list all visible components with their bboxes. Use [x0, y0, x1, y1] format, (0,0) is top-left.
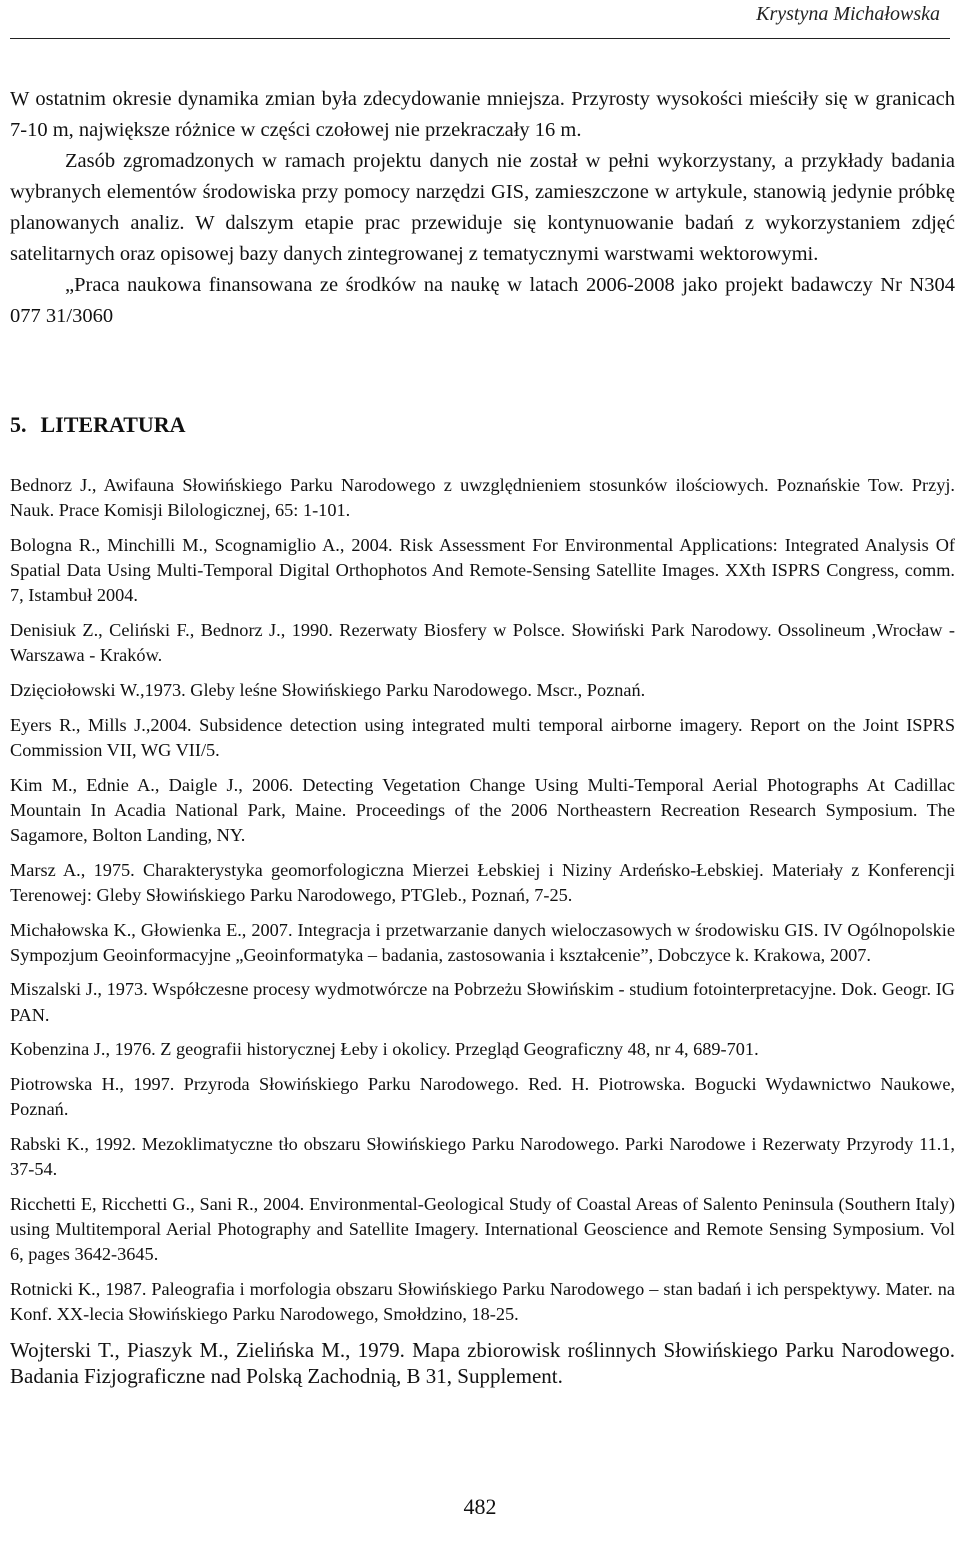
running-header [10, 0, 950, 39]
reference-item: Rabski K., 1992. Mezoklimatyczne tło obszaru Słowińskiego Parku Narodowego. Parki Narodowe i Rezerwaty Przyrody 11.1, 37-54. [10, 1133, 955, 1180]
reference-list [10, 473, 955, 1398]
reference-item: Wojterski T., Piaszyk M., Zielińska M., 1979. Mapa zbiorowisk roślinnych Słowińskiego Parku Narodowego. Badania Fizjograficzne nad Polską Zachodnią, B 31, Supplement. [10, 1337, 955, 1388]
body-paragraph: W ostatnim okresie dynamika zmian była zdecydowanie mniejsza. Przyrosty wysokości mieściły się w granicach 7-10 m, największe różnice w części czołowej nie przekraczały 16 m. [10, 88, 955, 141]
reference-item: Piotrowska H., 1997. Przyroda Słowińskiego Parku Narodowego. Red. H. Piotrowska. Bogucki Wydawnictwo Naukowe, Poznań. [10, 1074, 955, 1120]
reference-item: Marsz A., 1975. Charakterystyka geomorfologiczna Mierzei Łebskiej i Niziny Ardeńsko-Łebskiej. Materiały z Konferencji Terenowej: Gleby Słowińskiego Parku Narodowego, PTGleb., Poznań, 7-25. [10, 859, 955, 905]
reference-item: Eyers R., Mills J.,2004. Subsidence detection using integrated multi temporal airborne imagery. Report on the Joint ISPRS Commission VII, WG VII/5. [10, 714, 955, 760]
reference-item: Bologna R., Minchilli M., Scognamiglio A., 2004. Risk Assessment For Environmental Applications: Integrated Analysis Of Spatial Data Using Multi-Temporal Digital Orthophotos And Remote-Sensing Satellite Images. XXth ISPRS Congress, comm. 7, Istambuł 2004. [10, 534, 955, 606]
section-number: 5. [10, 412, 27, 437]
body-paragraph: Zasób zgromadzonych w ramach projektu danych nie został w pełni wykorzystany, a przykłady badania wybranych elementów środowiska przy pomocy narzędzi GIS, zamieszczone w artykule, stanowią jedynie próbkę planowanych analiz. W dalszym etapie prac przewiduje się kontynuowanie badań z wykorzystaniem zdjęć satelitarnych oraz opisowej bazy danych zintegrowanej z tematycznymi warstwami wektorowymi. [10, 150, 955, 265]
reference-item: Michałowska K., Głowienka E., 2007. Integracja i przetwarzanie danych wieloczasowych w środowisku GIS. IV Ogólnopolskie Sympozjum Geoinformacyjne „Geoinformatyka – badania, zastosowania i kształcenie”, Dobczyce k. Krakowa, 2007. [10, 919, 955, 965]
page-content [10, 84, 955, 1388]
section-title: LITERATURA [40, 412, 186, 437]
reference-item: Kim M., Ednie A., Daigle J., 2006. Detecting Vegetation Change Using Multi-Temporal Aerial Photographs At Cadillac Mountain In Acadia National Park, Maine. Proceedings of the 2006 Northeastern Recreation Research Symposium. The Sagamore, Bolton Landing, NY. [10, 774, 955, 845]
reference-item: Denisiuk Z., Celiński F., Bednorz J., 1990. Rezerwaty Biosfery w Polsce. Słowiński Park Narodowy. Ossolineum ,Wrocław - Warszawa - Kraków. [10, 620, 955, 666]
page-number: 482 [463, 1494, 497, 1519]
reference-item: Ricchetti E, Ricchetti G., Sani R., 2004. Environmental-Geological Study of Coastal Areas of Salento Peninsula (Southern Italy) using Multitemporal Aerial Photography and Satellite Imagery. International Geoscience and Remote Sensing Symposium. Vol 6, pages 3642-3645. [10, 1193, 955, 1265]
reference-item: Kobenzina J., 1976. Z geografii historycznej Łeby i okolicy. Przegląd Geograficzny 48, nr 4, 689-701. [10, 1039, 759, 1060]
funding-note: „Praca naukowa finansowana ze środków na naukę w latach 2006-2008 jako projekt badawczy Nr N304 077 31/3060 [10, 274, 955, 327]
header-author: Krystyna Michałowska [756, 3, 940, 25]
reference-item: Dzięciołowski W.,1973. Gleby leśne Słowińskiego Parku Narodowego. Mscr., Poznań. [10, 679, 646, 700]
reference-item: Miszalski J., 1973. Współczesne procesy wydmotwórcze na Pobrzeżu Słowińskim - studium fotointerpretacyjne. Dok. Geogr. IG PAN. [10, 979, 955, 1025]
reference-item: Bednorz J., Awifauna Słowińskiego Parku Narodowego z uwzględnieniem stosunków ilościowych. Poznańskie Tow. Przyj. Nauk. Prace Komisji Bilologicznej, 65: 1-101. [10, 475, 955, 521]
section-heading [10, 412, 186, 438]
reference-item: Rotnicki K., 1987. Paleografia i morfologia obszaru Słowińskiego Parku Narodowego – stan badań i ich perspektywy. Mater. na Konf. XX-lecia Słowińskiego Parku Narodowego, Smołdzino, 18-25. [10, 1278, 955, 1325]
